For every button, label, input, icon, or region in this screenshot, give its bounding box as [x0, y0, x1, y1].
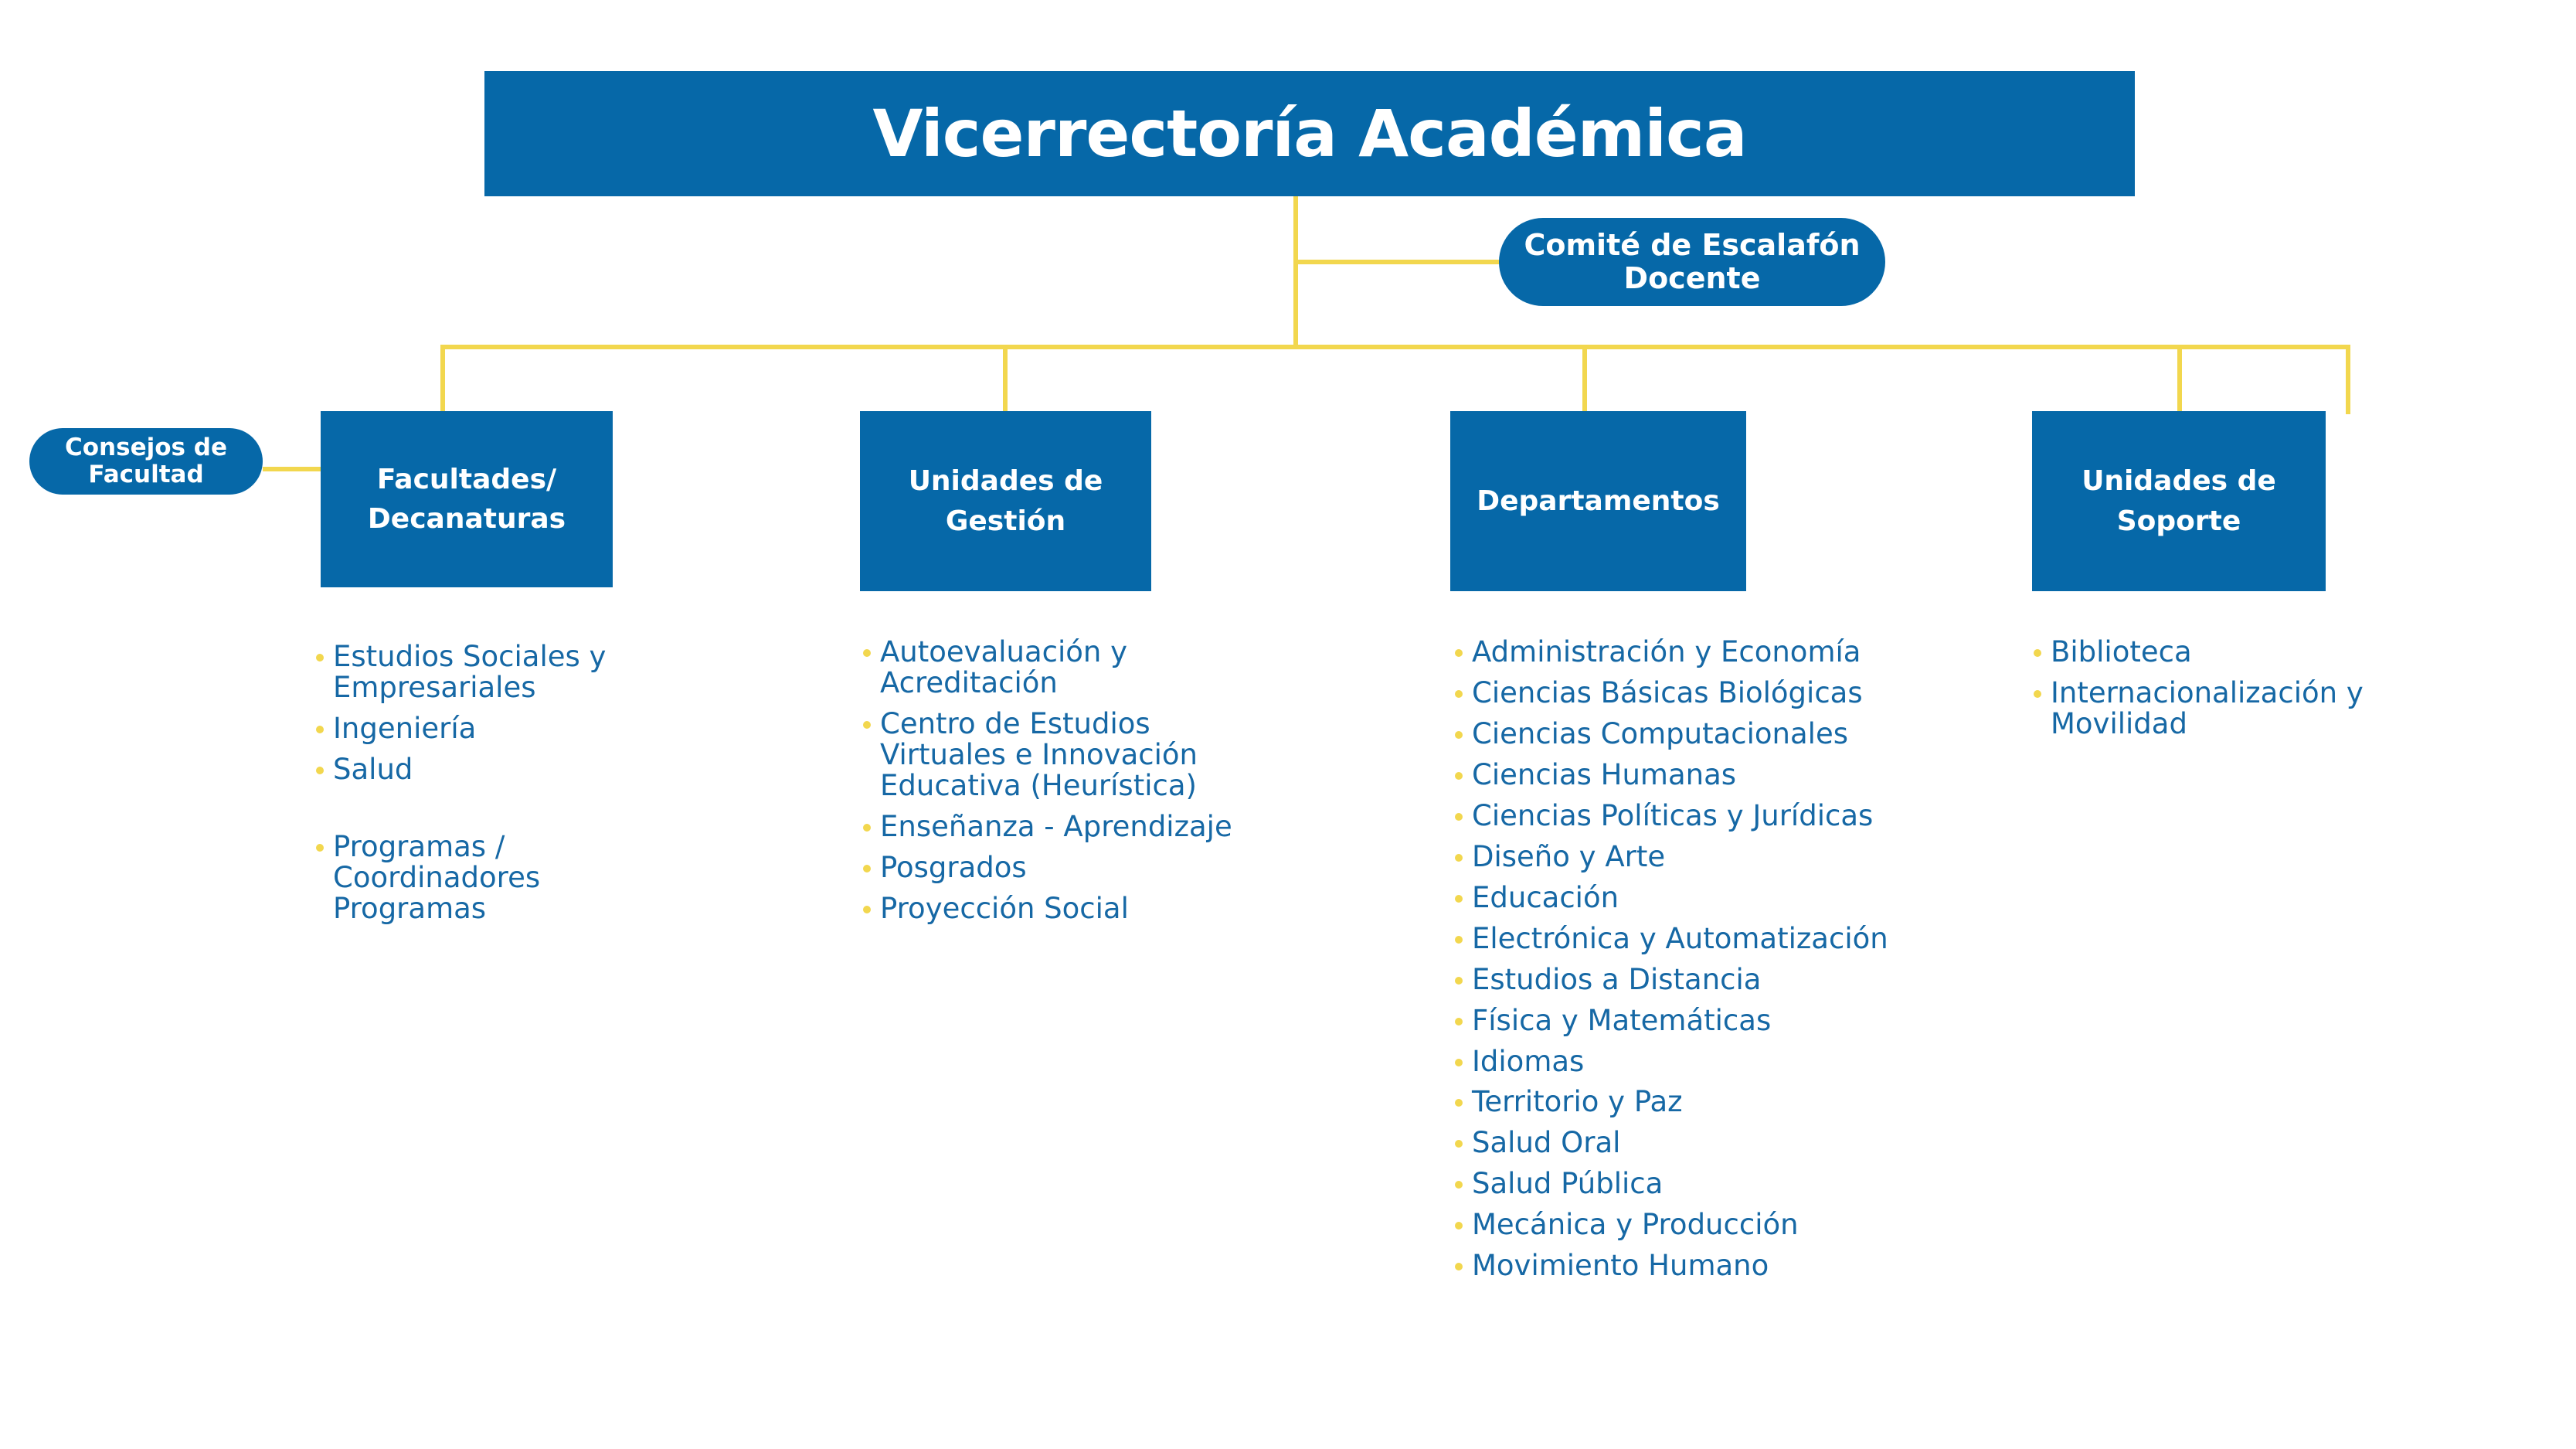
category-box-unidades-soporte: [2032, 411, 2326, 591]
bullet-dot-icon: [1455, 690, 1463, 698]
category-label: Departamentos: [1477, 485, 1720, 517]
list-item-label: Administración y Economía: [1472, 635, 1861, 668]
list-item: [857, 852, 1259, 883]
list-item: [857, 706, 1259, 802]
bullet-dot-icon: [863, 865, 871, 872]
bullet-dot-icon: [863, 721, 871, 729]
list-item: [310, 641, 642, 703]
category-label: Unidades de Soporte: [2082, 465, 2276, 537]
list-unidades-soporte: [2027, 637, 2429, 750]
list-item-label: Enseñanza - Aprendizaje: [880, 809, 1232, 843]
column-unidades-de-soporte: [2032, 411, 2364, 740]
bullet-dot-icon: [316, 654, 324, 662]
bullet-dot-icon: [1455, 731, 1463, 739]
list-unidades-gestion: [857, 637, 1259, 934]
list-item: [1449, 1005, 1912, 1036]
list-facultades: [310, 641, 642, 934]
column-unidades-de-gestion: [860, 411, 1232, 925]
page-title: Vicerrectoría Académica: [872, 96, 1747, 172]
list-item: [1449, 1087, 1912, 1117]
bullet-dot-icon: [1455, 895, 1463, 903]
node-comite-escalafon-docente: [1499, 218, 1885, 306]
bullet-dot-icon: [1455, 813, 1463, 821]
connector-committee-branch: [1293, 260, 1500, 264]
list-item-label: Idiomas: [1472, 1044, 1585, 1078]
category-box-departamentos: [1450, 411, 1746, 591]
category-box-unidades-gestion: [860, 411, 1151, 591]
list-item: [1449, 798, 1912, 832]
connector-horizontal-bus: [440, 345, 2350, 349]
connector-drop-support-box: [2177, 345, 2182, 414]
list-item: [1449, 1128, 1912, 1158]
list-item-label: Física y Matemáticas: [1472, 1003, 1772, 1037]
list-item: [1449, 923, 1912, 954]
list-item-label: Estudios a Distancia: [1472, 962, 1762, 996]
category-box-facultades: [321, 411, 613, 587]
bullet-dot-icon: [316, 767, 324, 774]
list-item-label: Estudios Sociales y Empresariales: [333, 640, 607, 704]
list-item: [310, 829, 642, 925]
bullet-dot-icon: [2034, 649, 2041, 657]
bullet-dot-icon: [1455, 772, 1463, 780]
list-item: [310, 713, 642, 744]
connector-drop-support: [2346, 345, 2350, 414]
list-item-label: Ciencias Computacionales: [1472, 716, 1848, 750]
bullet-dot-icon: [1455, 1181, 1463, 1189]
bullet-dot-icon: [1455, 1099, 1463, 1107]
bullet-dot-icon: [1455, 977, 1463, 985]
list-item-label: Movimiento Humano: [1472, 1249, 1769, 1283]
list-item-label: Biblioteca: [2051, 635, 2192, 668]
list-item: [1449, 1250, 1912, 1281]
list-departamentos: [1449, 637, 1912, 1291]
list-item-label: Electrónica y Automatización: [1472, 921, 1888, 955]
list-item: [1449, 675, 1912, 709]
list-item-label: Salud Oral: [1472, 1126, 1621, 1160]
list-item-label: Educación: [1472, 880, 1619, 914]
list-item: [857, 811, 1259, 842]
list-item: [1449, 1046, 1912, 1077]
list-item-label: Internacionalización y Movilidad: [2051, 675, 2364, 740]
bullet-dot-icon: [1455, 854, 1463, 862]
bullet-dot-icon: [863, 649, 871, 657]
list-item-label: Posgrados: [880, 850, 1027, 884]
list-item: [2027, 637, 2429, 668]
list-item: [1449, 757, 1912, 791]
list-item-label: Salud: [333, 752, 413, 786]
bullet-dot-icon: [1455, 1222, 1463, 1230]
connector-drop-departments: [1582, 345, 1587, 414]
list-item: [1449, 716, 1912, 750]
connector-root-vertical-upper: [1293, 196, 1298, 346]
list-item-label: Programas / Coordinadores Programas: [333, 829, 541, 925]
list-item-label: Autoevaluación y Acreditación: [880, 635, 1128, 699]
bullet-dot-icon: [863, 906, 871, 913]
bullet-dot-icon: [1455, 1059, 1463, 1066]
list-item: [310, 754, 642, 785]
connector-support-horizontal: [2179, 345, 2350, 349]
bullet-dot-icon: [2034, 690, 2041, 698]
list-item: [1449, 1168, 1912, 1199]
list-item: [857, 637, 1259, 699]
bullet-dot-icon: [1455, 936, 1463, 944]
bullet-dot-icon: [863, 824, 871, 832]
list-item: [2027, 675, 2429, 740]
list-item-label: Diseño y Arte: [1472, 839, 1666, 873]
node-consejos-de-facultad: [29, 428, 263, 495]
bullet-dot-icon: [316, 844, 324, 852]
bullet-dot-icon: [1455, 649, 1463, 657]
list-item: [1449, 964, 1912, 995]
bullet-dot-icon: [316, 726, 324, 733]
list-item-label: Ciencias Humanas: [1472, 757, 1737, 791]
category-label: Unidades de Gestión: [908, 465, 1103, 537]
node-label: Consejos de Facultad: [65, 434, 227, 488]
list-item-label: Proyección Social: [880, 891, 1129, 925]
list-item-label: Territorio y Paz: [1472, 1085, 1683, 1119]
list-item: [1449, 637, 1912, 668]
bullet-dot-icon: [1455, 1018, 1463, 1026]
list-item-label: Centro de Estudios Virtuales e Innovación Educativa (Heurística): [880, 706, 1198, 802]
list-item: [1449, 839, 1912, 873]
list-item: [857, 893, 1259, 924]
column-facultades-decanaturas: [321, 411, 613, 925]
root-node-vicerrectoria-academica: [484, 71, 2135, 196]
column-departamentos: [1450, 411, 1888, 1283]
list-item-label: Mecánica y Producción: [1472, 1208, 1799, 1242]
node-label: Comité de Escalafón Docente: [1524, 228, 1861, 295]
bullet-dot-icon: [1455, 1140, 1463, 1148]
list-item-label: Ingeniería: [333, 711, 477, 745]
list-item-label: Ciencias Políticas y Jurídicas: [1472, 798, 1874, 832]
bullet-dot-icon: [1455, 1263, 1463, 1270]
list-item-label: Salud Pública: [1472, 1167, 1664, 1201]
category-label: Facultades/ Decanaturas: [367, 463, 566, 535]
list-item: [1449, 1209, 1912, 1240]
connector-drop-management: [1003, 345, 1008, 414]
list-item-label: Ciencias Básicas Biológicas: [1472, 675, 1863, 709]
list-item: [1449, 880, 1912, 914]
